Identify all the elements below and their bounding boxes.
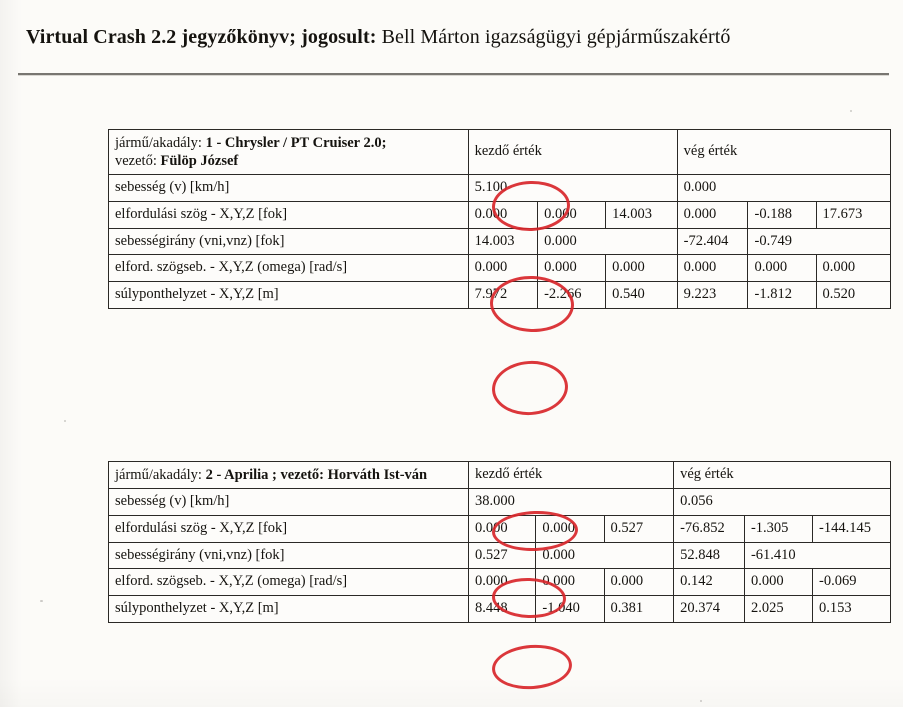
vehicle-table-2 [108,461,891,623]
vehicle-title-prefix: jármű/akadály: [115,467,206,483]
vehicle-title-value: 2 - Aprilia ; vezető: Horváth Ist-ván [205,467,428,483]
value-end-rot-z: 17.673 [816,201,890,228]
annotation-circle-cg-2 [491,642,574,691]
value-end-cg-z: 0.153 [813,595,891,622]
value-end-dir-vni: 52.848 [674,542,745,569]
value-end-omega-z: 0.000 [816,255,890,282]
col-header-end: vég érték [677,130,890,175]
vehicle-title-cell [109,130,469,175]
value-start-speed: 38.000 [468,489,673,516]
driver-label: vezető: [115,153,161,170]
col-header-start: kezdő érték [468,462,673,489]
col-header-end: vég érték [674,462,891,489]
value-start-rot-y: 0.000 [538,201,606,228]
value-end-speed: 0.000 [677,175,890,202]
vehicle-table-1 [108,129,891,309]
row-label-omega: elford. szögseb. - X,Y,Z (omega) [rad/s] [109,255,469,282]
value-end-dir-vnz: -61.410 [744,542,890,569]
value-start-omega-y: 0.000 [538,255,606,282]
value-end-cg-z: 0.520 [816,282,890,309]
value-start-rot-y: 0.000 [536,515,604,542]
value-start-rot-x: 0.000 [468,515,535,542]
value-start-omega-x: 0.000 [468,569,535,596]
value-end-cg-x: 20.374 [674,595,745,622]
table-row [109,462,891,489]
value-end-rot-x: 0.000 [677,201,748,228]
scan-speck [64,420,66,422]
value-start-cg-z: 0.540 [606,282,678,309]
table-row [109,255,891,282]
value-end-omega-y: 0.000 [748,255,816,282]
vehicle-title-value: 1 - Chrysler / PT Cruiser 2.0; [205,135,387,151]
table-row [109,175,891,202]
table-row [109,515,891,542]
table-row [109,542,891,569]
row-label-rotation: elfordulási szög - X,Y,Z [fok] [109,515,469,542]
value-end-rot-y: -0.188 [748,201,816,228]
value-end-cg-x: 9.223 [677,282,748,309]
row-label-speed: sebesség (v) [km/h] [109,175,469,202]
value-start-rot-z: 14.003 [606,201,678,228]
annotation-circle-cg-1 [490,358,570,417]
table-row [109,228,891,255]
value-start-cg-x: 7.972 [468,282,537,309]
value-start-omega-z: 0.000 [604,569,674,596]
row-label-speed: sebesség (v) [km/h] [109,489,469,516]
scan-speck [700,700,702,702]
value-end-cg-y: -1.812 [748,282,816,309]
value-start-cg-z: 0.381 [604,595,674,622]
value-end-rot-x: -76.852 [674,515,745,542]
row-label-omega: elford. szögseb. - X,Y,Z (omega) [rad/s] [109,569,469,596]
value-start-omega-z: 0.000 [606,255,678,282]
table-row [109,595,891,622]
row-label-direction: sebességirány (vni,vnz) [fok] [109,228,469,255]
value-end-omega-y: 0.000 [744,569,812,596]
vehicle-title-prefix: jármű/akadály: [115,135,206,151]
value-end-rot-y: -1.305 [744,515,812,542]
scan-speck [850,110,852,112]
row-label-cg: súlyponthelyzet - X,Y,Z [m] [109,282,469,309]
row-label-direction: sebességirány (vni,vnz) [fok] [109,542,469,569]
value-start-rot-x: 0.000 [468,201,537,228]
scan-speck [40,600,43,602]
value-end-dir-vnz: -0.749 [748,228,891,255]
value-start-dir-vnz: 0.000 [538,228,678,255]
row-label-cg: súlyponthelyzet - X,Y,Z [m] [109,595,469,622]
value-start-rot-z: 0.527 [604,515,674,542]
value-start-dir-vni: 0.527 [468,542,535,569]
table-row [109,201,891,228]
value-end-rot-z: -144.145 [813,515,891,542]
driver-name: Fülöp József [160,153,239,170]
page-title-bold: Virtual Crash 2.2 jegyzőkönyv; jogosult: [26,26,377,48]
value-start-cg-y: -2.266 [538,282,606,309]
vehicle-title-cell [109,462,469,489]
table-row [109,569,891,596]
value-start-dir-vni: 14.003 [468,228,537,255]
col-header-start: kezdő érték [468,130,677,175]
page-title [26,26,877,49]
value-end-omega-z: -0.069 [813,569,891,596]
table-row [109,282,891,309]
value-end-omega-x: 0.000 [677,255,748,282]
value-start-omega-y: 0.000 [536,569,604,596]
row-label-rotation: elfordulási szög - X,Y,Z [fok] [109,201,469,228]
table-row [109,130,891,175]
header-divider [18,73,889,75]
value-start-cg-y: -1.040 [536,595,604,622]
value-start-speed: 5.100 [468,175,677,202]
value-end-cg-y: 2.025 [744,595,812,622]
table-row [109,489,891,516]
value-start-omega-x: 0.000 [468,255,537,282]
page-title-rest: Bell Márton igazságügyi gépjárműszakértő [376,26,731,48]
value-start-dir-vnz: 0.000 [536,542,674,569]
value-start-cg-x: 8.448 [468,595,535,622]
value-end-speed: 0.056 [674,489,891,516]
value-end-omega-x: 0.142 [674,569,745,596]
value-end-dir-vni: -72.404 [677,228,748,255]
